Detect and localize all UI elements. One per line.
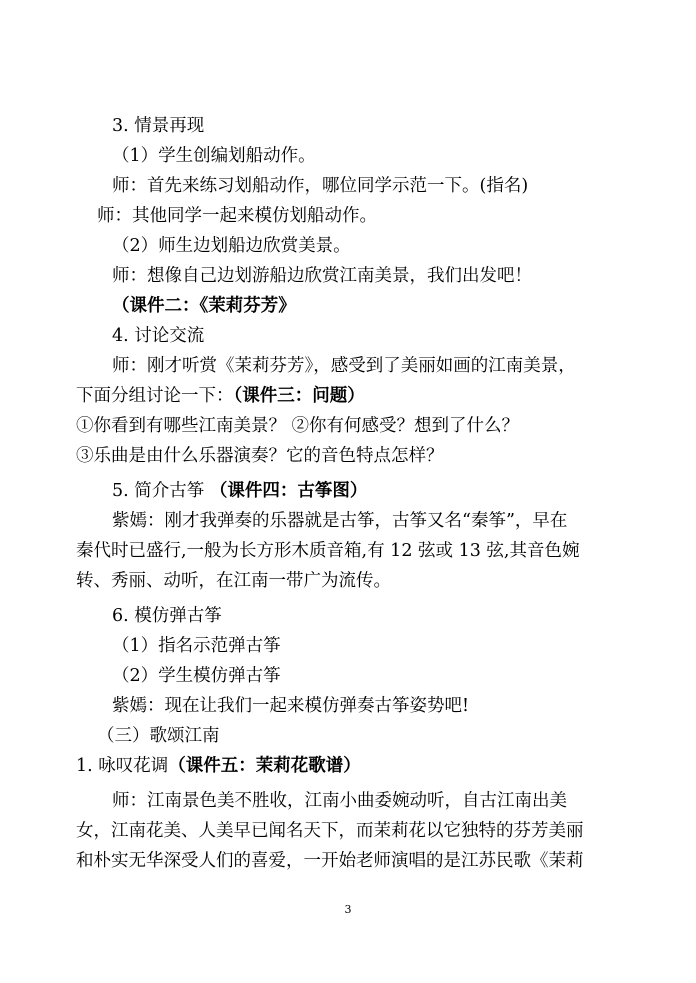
text-line	[97, 725, 220, 747]
text-segment: ③乐曲是由什么乐器演奏？它的音色特点怎样？	[76, 446, 444, 466]
text-segment: 转、秀丽、动听，在江南一带广为流传。	[76, 571, 391, 591]
bold-text-segment: （课件四：古筝图）	[209, 481, 368, 501]
text-segment: 师：想像自己边划游船边欣赏江南美景，我们出发吧！	[112, 266, 532, 286]
text-segment: 下面分组讨论一下：	[76, 386, 234, 406]
text-segment: 师：刚才听赏《茉莉芬芳》，感受到了美丽如画的江南美景，	[112, 356, 576, 376]
text-segment: 1. 咏叹花调	[76, 756, 169, 776]
text-segment: 6. 模仿弹古筝	[112, 606, 222, 626]
text-segment: （1）学生创编划船动作。	[112, 146, 316, 166]
text-segment: 4. 讨论交流	[112, 326, 205, 346]
text-segment: 5. 简介古筝	[112, 481, 210, 501]
text-line	[76, 570, 391, 592]
text-segment: （2）师生边划船边欣赏美景。	[112, 236, 351, 256]
text-line	[76, 850, 584, 872]
text-segment: 女，江南花美、人美早已闻名天下，而茉莉花以它独特的芬芳美丽	[76, 821, 584, 841]
text-line	[112, 480, 367, 502]
text-segment: （三）歌颂江南	[97, 726, 220, 746]
text-line	[112, 325, 204, 347]
text-segment: （2）学生模仿弹古筝	[112, 666, 281, 686]
bold-text-segment: （课件三：问题）	[233, 386, 365, 406]
page-number: 3	[344, 903, 352, 916]
text-segment: 3. 情景再现	[112, 116, 205, 136]
bold-text-segment: （课件二：《茉莉芬芳》	[112, 296, 296, 316]
text-segment: 秦代时已盛行,一般为长方形木质音箱,有 12 弦或 13 弦,其音色婉	[76, 541, 580, 561]
text-line	[112, 355, 576, 377]
text-segment: （1）指名示范弹古筝	[112, 636, 281, 656]
text-line	[112, 145, 316, 167]
text-line	[76, 540, 579, 562]
text-line	[112, 605, 222, 627]
text-segment: 紫嫣：刚才我弹奏的乐器就是古筝，古筝又名“秦筝”，早在	[112, 511, 568, 531]
text-line	[76, 820, 584, 842]
text-line	[112, 265, 532, 287]
text-line	[112, 635, 281, 657]
text-line	[112, 790, 567, 812]
text-line	[112, 695, 469, 717]
text-line	[112, 295, 296, 317]
text-line	[112, 665, 281, 687]
text-segment: 紫嫣：现在让我们一起来模仿弹奏古筝姿势吧!	[112, 696, 470, 716]
text-line	[97, 205, 377, 227]
bold-text-segment: （课件五：茉莉花歌谱）	[168, 756, 361, 776]
text-line	[76, 415, 519, 437]
text-segment: 和朴实无华深受人们的喜爱，一开始老师演唱的是江苏民歌《茉莉	[76, 851, 584, 871]
text-segment: 师：其他同学一起来模仿划船动作。	[97, 206, 377, 226]
text-line	[76, 755, 361, 777]
text-line	[112, 235, 351, 257]
text-segment: ①你看到有哪些江南美景？ ②你有何感受？想到了什么？	[76, 416, 520, 436]
text-line	[76, 385, 365, 407]
text-line	[112, 175, 528, 197]
text-line	[112, 115, 204, 137]
text-segment: 师：江南景色美不胜收，江南小曲委婉动听，自古江南出美	[112, 791, 567, 811]
text-segment: 师：首先来练习划船动作，哪位同学示范一下。(指名)	[112, 176, 529, 196]
text-line	[76, 445, 444, 467]
text-line	[112, 510, 567, 532]
